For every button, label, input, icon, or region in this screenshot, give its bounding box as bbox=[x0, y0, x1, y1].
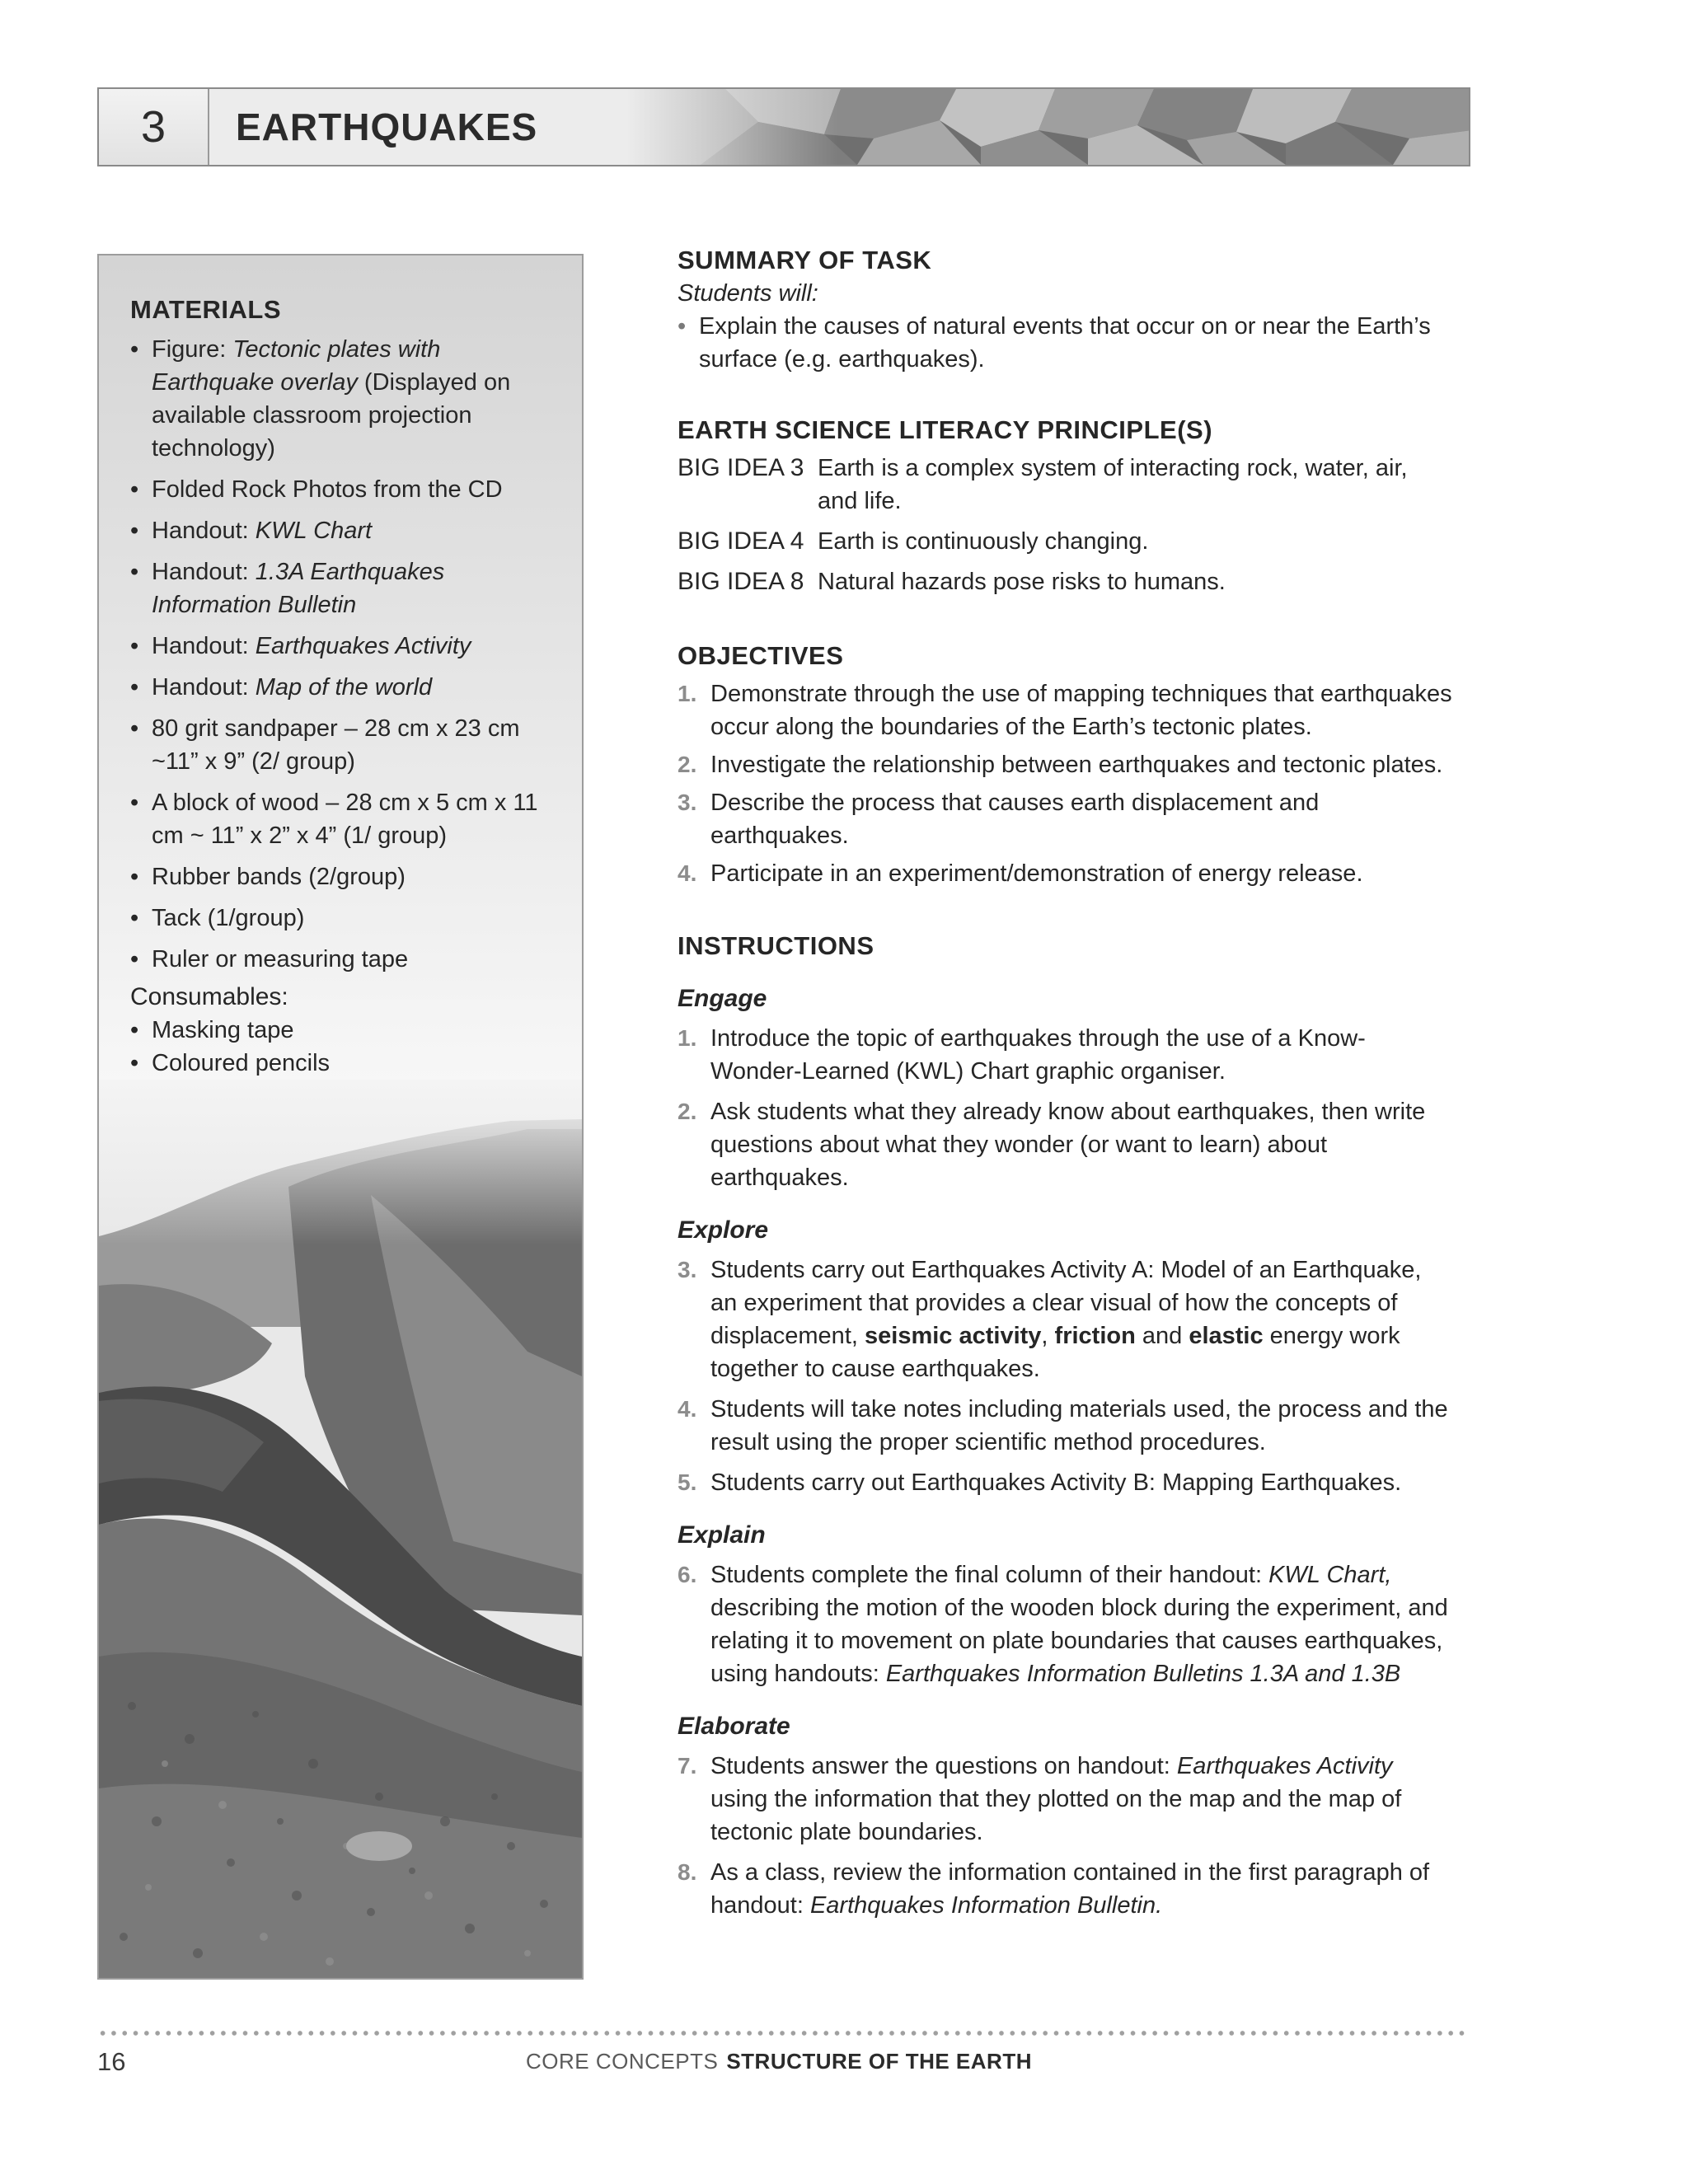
engage-heading: Engage bbox=[678, 985, 767, 1012]
objective-text: Describe the process that causes earth displacement and earthquakes. bbox=[710, 790, 1320, 849]
handout-title: Earthquakes Activity bbox=[1176, 1753, 1393, 1779]
material-item bbox=[130, 902, 567, 935]
instruction-step bbox=[678, 1254, 1452, 1385]
footer-section: STRUCTURE OF THE EARTH bbox=[726, 2049, 1032, 2074]
fjord-landscape-photo bbox=[99, 1080, 582, 1978]
material-item bbox=[130, 333, 567, 465]
step-text-part: , bbox=[1041, 1323, 1055, 1349]
objective-number: 3. bbox=[678, 790, 697, 815]
material-italic: Tectonic plates with Earthquake overlay bbox=[152, 336, 441, 396]
step-number: 5. bbox=[678, 1469, 697, 1495]
material-item bbox=[130, 860, 567, 893]
term-seismic-activity: seismic activity bbox=[865, 1323, 1042, 1349]
principle-row bbox=[678, 565, 1452, 598]
principles-section bbox=[678, 414, 1452, 598]
summary-bullet: • Explain the causes of natural events that occur on or near the Earth’s surface (e.g. earthquakes). bbox=[678, 310, 1452, 376]
material-prefix: Tack (1/group) bbox=[152, 905, 305, 931]
term-friction: friction bbox=[1054, 1323, 1136, 1349]
principle-label: BIG IDEA 3 bbox=[678, 454, 804, 481]
handout-title: Earthquakes Information Bulletin. bbox=[809, 1892, 1163, 1919]
material-italic: Map of the world bbox=[255, 674, 433, 701]
objective-text: Participate in an experiment/demonstration of energy release. bbox=[710, 860, 1363, 887]
instruction-step bbox=[678, 1558, 1452, 1690]
step-text bbox=[710, 1856, 1452, 1922]
material-prefix: Ruler or measuring tape bbox=[152, 946, 409, 972]
step-text bbox=[710, 1750, 1452, 1849]
rock-texture-image bbox=[626, 89, 1470, 165]
material-prefix: Figure: bbox=[152, 336, 233, 363]
material-item bbox=[130, 514, 567, 547]
step-text bbox=[710, 1558, 1452, 1690]
summary-heading: SUMMARY OF TASK bbox=[678, 246, 932, 274]
explore-heading: Explore bbox=[678, 1216, 769, 1244]
chapter-header bbox=[97, 87, 1470, 166]
explain-heading: Explain bbox=[678, 1521, 766, 1549]
objective-number: 4. bbox=[678, 860, 697, 886]
step-number: 6. bbox=[678, 1562, 697, 1587]
chapter-title: EARTHQUAKES bbox=[236, 105, 538, 148]
instruction-step bbox=[678, 1750, 1452, 1849]
objectives-heading: OBJECTIVES bbox=[678, 641, 844, 670]
principle-text: Earth is continuously changing. bbox=[818, 528, 1149, 555]
material-suffix: (Displayed on available classroom projection technology) bbox=[152, 369, 511, 462]
material-item bbox=[130, 473, 567, 506]
materials-panel bbox=[97, 254, 584, 1980]
material-italic: KWL Chart bbox=[255, 518, 373, 544]
elaborate-heading: Elaborate bbox=[678, 1713, 790, 1740]
principle-row bbox=[678, 525, 1452, 558]
instruction-step bbox=[678, 1095, 1452, 1194]
material-item bbox=[130, 786, 567, 852]
principle-label: BIG IDEA 4 bbox=[678, 527, 804, 555]
objective-item bbox=[678, 786, 1452, 852]
summary-intro: Students will: bbox=[678, 280, 818, 307]
step-number: 4. bbox=[678, 1396, 697, 1422]
instruction-step bbox=[678, 1856, 1452, 1922]
material-italic: 1.3A Earthquakes Information Bulletin bbox=[152, 559, 445, 618]
step-number: 3. bbox=[678, 1257, 697, 1282]
summary-section bbox=[678, 244, 1452, 376]
objective-text: Demonstrate through the use of mapping techniques that earthquakes occur along the boundaries of the Earth’s tectonic plates. bbox=[710, 681, 1452, 740]
material-prefix: Folded Rock Photos from the CD bbox=[152, 476, 503, 503]
instruction-step bbox=[678, 1466, 1452, 1499]
instructions-heading: INSTRUCTIONS bbox=[678, 931, 874, 960]
footer-series: CORE CONCEPTS bbox=[526, 2049, 719, 2074]
objective-number: 1. bbox=[678, 681, 697, 706]
step-text: Students carry out Earthquakes Activity B: Mapping Earthquakes. bbox=[710, 1469, 1402, 1496]
material-item bbox=[130, 943, 567, 976]
principle-label: BIG IDEA 8 bbox=[678, 568, 804, 595]
explore-steps bbox=[678, 1254, 1452, 1499]
material-prefix: Handout: bbox=[152, 674, 256, 701]
materials-list-section bbox=[130, 293, 567, 1080]
step-number: 1. bbox=[678, 1025, 697, 1051]
material-item bbox=[130, 712, 567, 778]
instruction-step bbox=[678, 1022, 1452, 1088]
objectives-section bbox=[678, 640, 1452, 890]
step-text bbox=[710, 1254, 1452, 1385]
objective-number: 2. bbox=[678, 752, 697, 777]
principles-heading: EARTH SCIENCE LITERACY PRINCIPLE(S) bbox=[678, 415, 1213, 444]
consumables-list bbox=[130, 1014, 567, 1080]
step-text-part: and bbox=[1135, 1323, 1189, 1349]
step-number: 2. bbox=[678, 1099, 697, 1124]
material-prefix: Handout: bbox=[152, 559, 256, 585]
material-prefix: 80 grit sandpaper – 28 cm x 23 cm ~11” x 9” (2/ group) bbox=[152, 715, 520, 775]
main-content bbox=[678, 244, 1452, 1929]
step-text-part: As a class, review the information contained in the first paragraph of handout: bbox=[710, 1859, 1430, 1919]
engage-steps bbox=[678, 1022, 1452, 1194]
objective-item bbox=[678, 677, 1452, 743]
material-item bbox=[130, 630, 567, 663]
elaborate-steps bbox=[678, 1750, 1452, 1922]
material-item bbox=[130, 555, 567, 621]
material-prefix: Handout: bbox=[152, 518, 256, 544]
material-prefix: Rubber bands (2/group) bbox=[152, 864, 406, 890]
step-number: 8. bbox=[678, 1859, 697, 1885]
consumables-label: Consumables: bbox=[130, 983, 288, 1010]
chapter-number: 3 bbox=[99, 89, 209, 165]
handout-title: Earthquakes Information Bulletins 1.3A and 1.3B bbox=[885, 1661, 1401, 1687]
principle-row bbox=[678, 452, 1452, 518]
objective-item bbox=[678, 748, 1452, 781]
footer-running-title bbox=[526, 2049, 1032, 2074]
material-prefix: Handout: bbox=[152, 633, 256, 659]
material-italic: Earthquakes Activity bbox=[255, 633, 471, 659]
step-text-part: Students carry out Earthquakes Activity A: Model of an Earthquake, an experiment that provides a clear visual of how the concepts of displacement, bbox=[710, 1257, 1422, 1349]
step-text-part: describing the motion of the wooden block during the experiment, and relating it to movement on plate boundaries that causes earthquakes, using handouts: bbox=[710, 1595, 1448, 1687]
principle-text: Natural hazards pose risks to humans. bbox=[818, 569, 1226, 595]
objective-item bbox=[678, 857, 1452, 890]
material-item bbox=[130, 671, 567, 704]
step-text-part: Students complete the final column of their handout: bbox=[710, 1562, 1269, 1588]
step-text-part: energy work together to cause earthquakes. bbox=[710, 1323, 1400, 1382]
step-number: 7. bbox=[678, 1753, 697, 1779]
term-elastic: elastic bbox=[1189, 1323, 1264, 1349]
page-number: 16 bbox=[97, 2047, 126, 2076]
footer-dotted-rule bbox=[97, 2031, 1465, 2036]
handout-title: KWL Chart, bbox=[1268, 1562, 1392, 1588]
explain-steps bbox=[678, 1558, 1452, 1690]
objective-text: Investigate the relationship between earthquakes and tectonic plates. bbox=[710, 752, 1443, 778]
principle-text: Earth is a complex system of interacting rock, water, air, and life. bbox=[818, 455, 1408, 514]
consumable-item: • Masking tape bbox=[130, 1014, 567, 1047]
step-text: Ask students what they already know about earthquakes, then write questions about what they wonder (or want to learn) about earthquakes. bbox=[710, 1099, 1426, 1191]
step-text-part: using the information that they plotted on the map and the map of tectonic plate boundaries. bbox=[710, 1786, 1402, 1845]
step-text-part: Students answer the questions on handout: bbox=[710, 1753, 1177, 1779]
materials-list bbox=[130, 333, 567, 976]
instructions-section bbox=[678, 930, 1452, 1922]
instruction-step bbox=[678, 1393, 1452, 1459]
consumable-item: • Coloured pencils bbox=[130, 1047, 567, 1080]
step-text: Students will take notes including materials used, the process and the result using the proper scientific method procedures. bbox=[710, 1396, 1448, 1455]
materials-heading: MATERIALS bbox=[130, 295, 282, 324]
material-prefix: A block of wood – 28 cm x 5 cm x 11 cm ~ 11” x 2” x 4” (1/ group) bbox=[152, 790, 538, 849]
objectives-list bbox=[678, 677, 1452, 890]
step-text: Introduce the topic of earthquakes through the use of a Know-Wonder-Learned (KWL) Chart graphic organiser. bbox=[710, 1025, 1366, 1085]
